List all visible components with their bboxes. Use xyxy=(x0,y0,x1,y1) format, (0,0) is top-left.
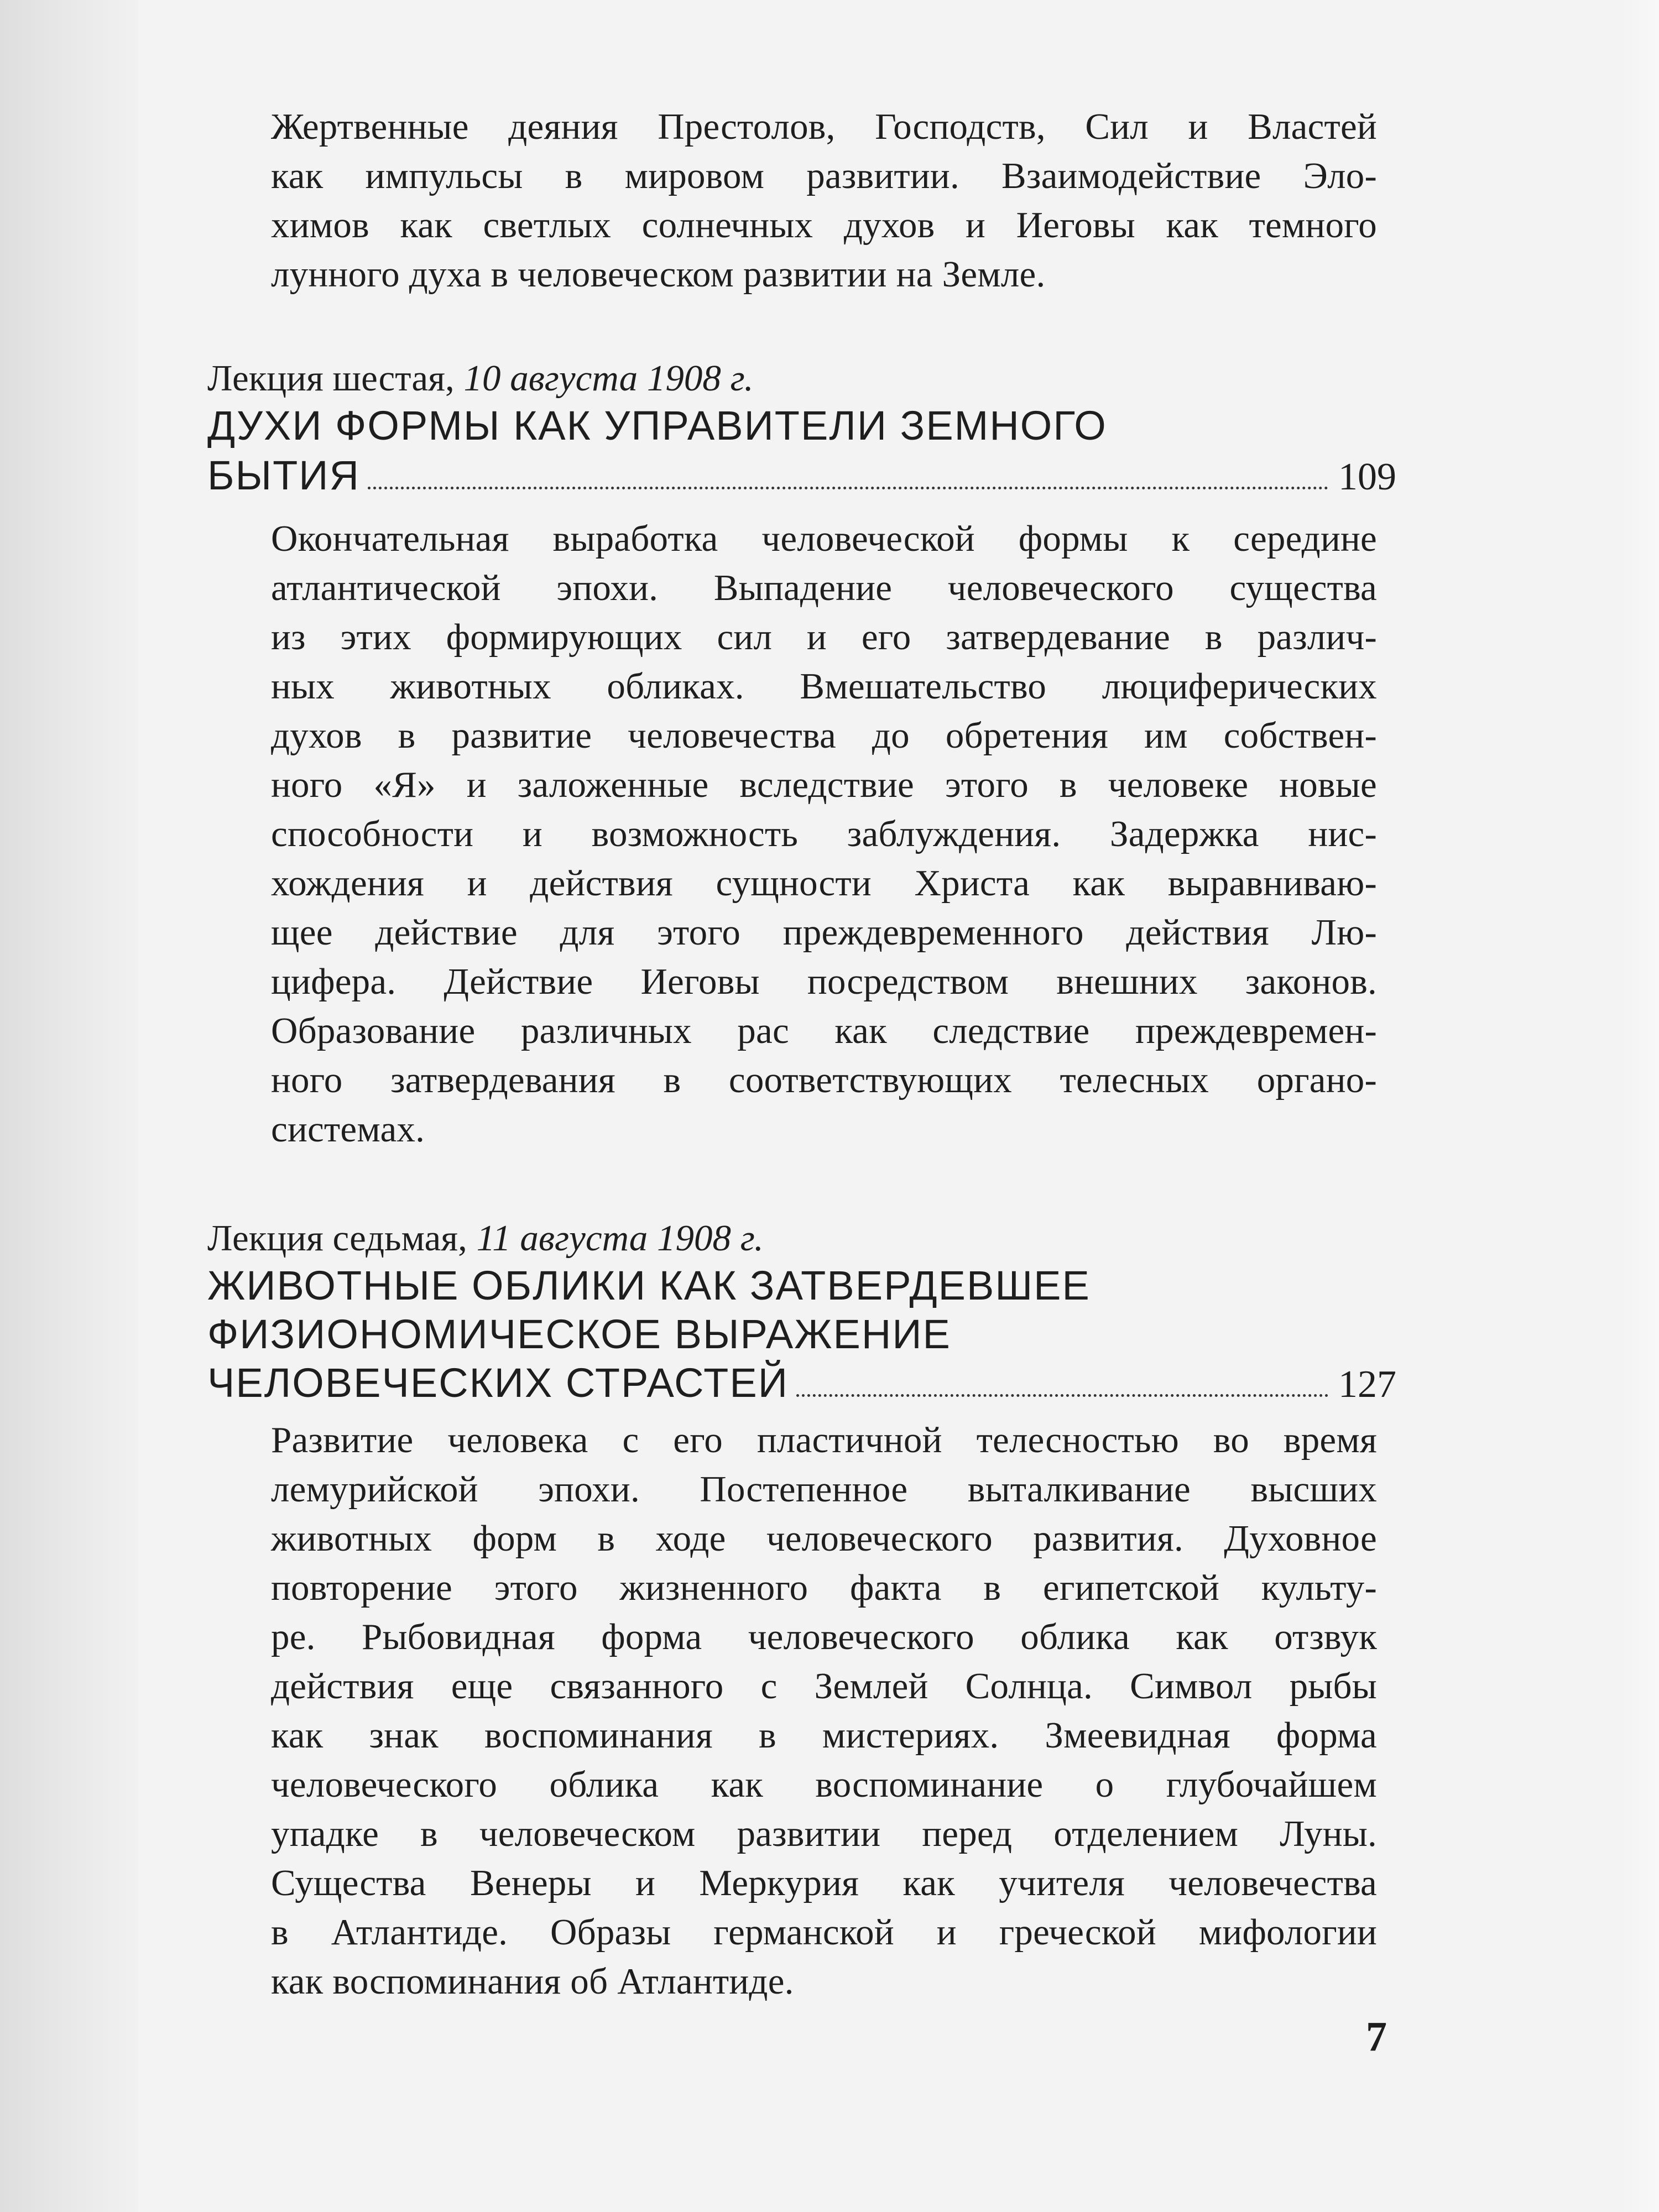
summary-line: действия еще связанного с Землей Солнца. Символ рыбы xyxy=(271,1666,1377,1707)
summary-line: повторение этого жизненного факта в египетской культу- xyxy=(271,1567,1377,1608)
summary-line: упадке в человеческом развитии перед отделением Луны. xyxy=(271,1813,1377,1854)
summary-line: животных форм в ходе человеческого развития. Духовное xyxy=(271,1518,1377,1559)
lecture-6-date: 10 августа 1908 г. xyxy=(463,358,754,399)
summary-line: щее действие для этого преждевременного действия Лю- xyxy=(271,912,1377,953)
lecture-7-title-line-1: ЖИВОТНЫЕ ОБЛИКИ КАК ЗАТВЕРДЕВШЕЕ xyxy=(207,1262,1091,1308)
summary-line: ного «Я» и заложенные вследствие этого в человеке новые xyxy=(271,764,1377,805)
summary-line: как воспоминания об Атлантиде. xyxy=(271,1961,794,2002)
summary-line: Существа Венеры и Меркурия как учителя человечества xyxy=(271,1863,1377,1903)
summary-line: Образование различных рас как следствие преждевремен- xyxy=(271,1010,1377,1051)
summary-line: атлантической эпохи. Выпадение человеческого существа xyxy=(271,567,1377,608)
summary-line: духов в развитие человечества до обретения им собствен- xyxy=(271,715,1377,756)
summary-line: как знак воспоминания в мистериях. Змеевидная форма xyxy=(271,1715,1377,1756)
dot-leader xyxy=(368,487,1328,489)
summary-line: человеческого облика как воспоминание о глубочайшем xyxy=(271,1764,1377,1805)
lecture-7-heading xyxy=(207,1214,764,1263)
lecture-7-page-number: 127 xyxy=(1338,1363,1396,1406)
lecture-6-heading xyxy=(207,354,754,403)
summary-line: лемурийской эпохи. Постепенное выталкивание высших xyxy=(271,1469,1377,1510)
lecture-7-title-line-3 xyxy=(207,1358,1396,1410)
summary-line: ре. Рыбовидная форма человеческого облика как отзвук xyxy=(271,1616,1377,1657)
summary-line: системах. xyxy=(271,1109,425,1150)
summary-line: Жертвенные деяния Престолов, Господств, Сил и Властей xyxy=(271,106,1377,147)
summary-line: хождения и действия сущности Христа как выравниваю- xyxy=(271,863,1377,904)
lecture-6-title-end: БЫТИЯ xyxy=(207,452,360,498)
summary-line: ных животных обликах. Вмешательство люциферических xyxy=(271,666,1377,707)
summary-line: цифера. Действие Иеговы посредством внешних законов. xyxy=(271,961,1377,1002)
previous-lecture-summary xyxy=(271,102,1377,299)
summary-line: как импульсы в мировом развитии. Взаимодействие Эло- xyxy=(271,155,1377,196)
summary-line: в Атлантиде. Образы германской и греческой мифологии xyxy=(271,1912,1377,1953)
lecture-7-title-line-2: ФИЗИОНОМИЧЕСКОЕ ВЫРАЖЕНИЕ xyxy=(207,1311,951,1357)
lecture-7-title-end: ЧЕЛОВЕЧЕСКИХ СТРАСТЕЙ xyxy=(207,1360,789,1406)
lecture-7-label: Лекция седьмая, xyxy=(207,1218,467,1259)
lecture-6-page-number: 109 xyxy=(1338,456,1396,498)
lecture-7-summary xyxy=(271,1416,1377,2006)
dot-leader xyxy=(796,1394,1328,1397)
lecture-6-title-line-2 xyxy=(207,451,1396,502)
lecture-6-label: Лекция шестая, xyxy=(207,358,455,399)
lecture-6-title-line-1: ДУХИ ФОРМЫ КАК УПРАВИТЕЛИ ЗЕМНОГО xyxy=(207,403,1107,448)
lecture-6-summary xyxy=(271,514,1377,1154)
summary-line: Развитие человека с его пластичной телесностью во время xyxy=(271,1420,1377,1460)
summary-line: Окончательная выработка человеческой формы к середине xyxy=(271,518,1377,559)
summary-line: лунного духа в человеческом развитии на Земле. xyxy=(271,254,1046,295)
lecture-7-date: 11 августа 1908 г. xyxy=(476,1218,764,1259)
summary-line: химов как светлых солнечных духов и Иеговы как темного xyxy=(271,205,1377,246)
summary-line: способности и возможность заблуждения. Задержка нис- xyxy=(271,813,1377,854)
summary-line: ного затвердевания в соответствующих телесных органо- xyxy=(271,1060,1377,1100)
summary-line: из этих формирующих сил и его затвердевание в различ- xyxy=(271,617,1377,658)
page-number: 7 xyxy=(1366,2013,1387,2060)
